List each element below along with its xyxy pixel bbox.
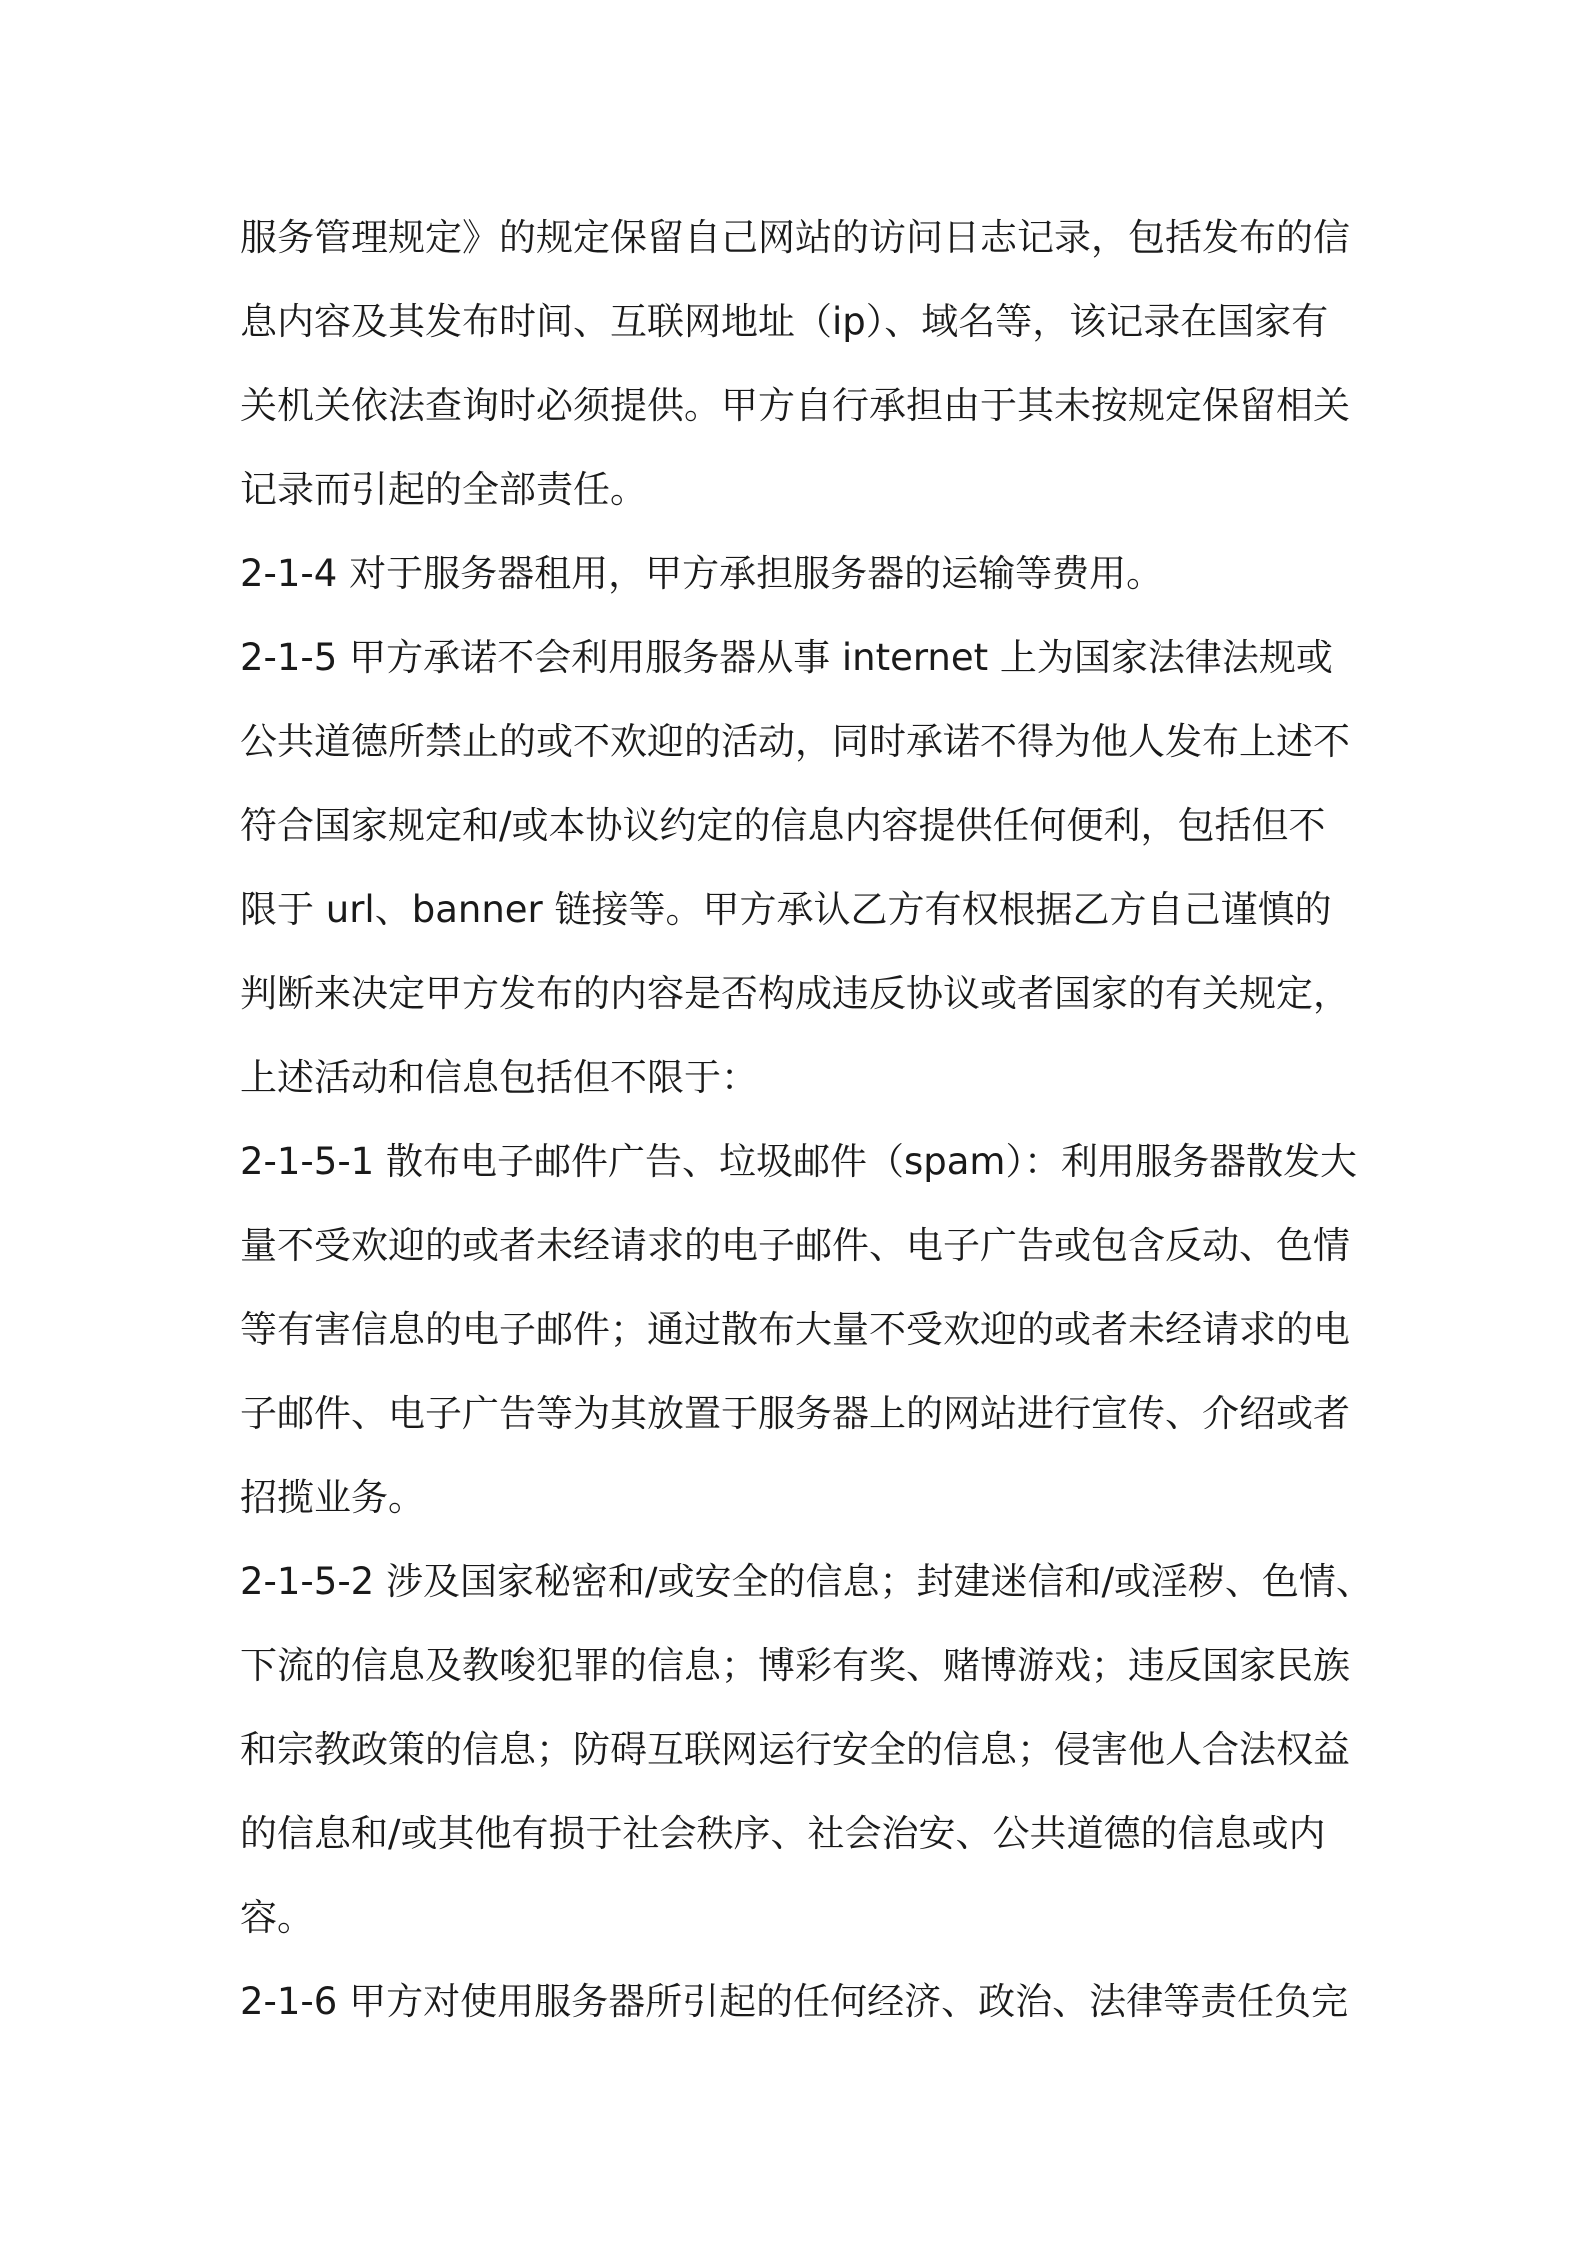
text-line: 记录而引起的全部责任。: [240, 468, 647, 511]
text-line: 量不受欢迎的或者未经请求的电子邮件、电子广告或包含反动、色情: [240, 1224, 1350, 1267]
clause-2-1-6: 2-1-6 甲方对使用服务器所引起的任何经济、政治、法律等责任负完: [240, 1980, 1349, 2023]
text-line: 上述活动和信息包括但不限于：: [240, 1056, 758, 1099]
clause-2-1-5: 2-1-5 甲方承诺不会利用服务器从事 internet 上为国家法律法规或: [240, 636, 1333, 679]
text-line: 公共道德所禁止的或不欢迎的活动，同时承诺不得为他人发布上述不: [240, 720, 1350, 763]
text-line: 和宗教政策的信息；防碍互联网运行安全的信息；侵害他人合法权益: [240, 1728, 1350, 1771]
text-line: 等有害信息的电子邮件；通过散布大量不受欢迎的或者未经请求的电: [240, 1308, 1350, 1351]
text-line: 下流的信息及教唆犯罪的信息；博彩有奖、赌博游戏；违反国家民族: [240, 1644, 1350, 1687]
document-body: [240, 196, 1373, 2044]
text-line: 判断来决定甲方发布的内容是否构成违反协议或者国家的有关规定，: [240, 972, 1350, 1015]
text-line: 限于 url、banner 链接等。甲方承认乙方有权根据乙方自己谨慎的: [240, 888, 1332, 931]
text-line: 服务管理规定》的规定保留自己网站的访问日志记录，包括发布的信: [240, 216, 1350, 259]
text-line: 子邮件、电子广告等为其放置于服务器上的网站进行宣传、介绍或者: [240, 1392, 1350, 1435]
text-line: 息内容及其发布时间、互联网地址（ip）、域名等，该记录在国家有: [240, 300, 1329, 343]
text-line: 容。: [240, 1896, 314, 1939]
text-line: 的信息和/或其他有损于社会秩序、社会治安、公共道德的信息或内: [240, 1812, 1326, 1855]
clause-2-1-5-2: 2-1-5-2 涉及国家秘密和/或安全的信息；封建迷信和/或淫秽、色情、: [240, 1560, 1373, 1603]
text-line: 关机关依法查询时必须提供。甲方自行承担由于其未按规定保留相关: [240, 384, 1350, 427]
clause-2-1-4: 2-1-4 对于服务器租用，甲方承担服务器的运输等费用。: [240, 552, 1164, 595]
text-line: 符合国家规定和/或本协议约定的信息内容提供任何便利，包括但不: [240, 804, 1326, 847]
text-line: 招揽业务。: [240, 1476, 425, 1519]
clause-2-1-5-1: 2-1-5-1 散布电子邮件广告、垃圾邮件（spam）：利用服务器散发大: [240, 1140, 1357, 1183]
